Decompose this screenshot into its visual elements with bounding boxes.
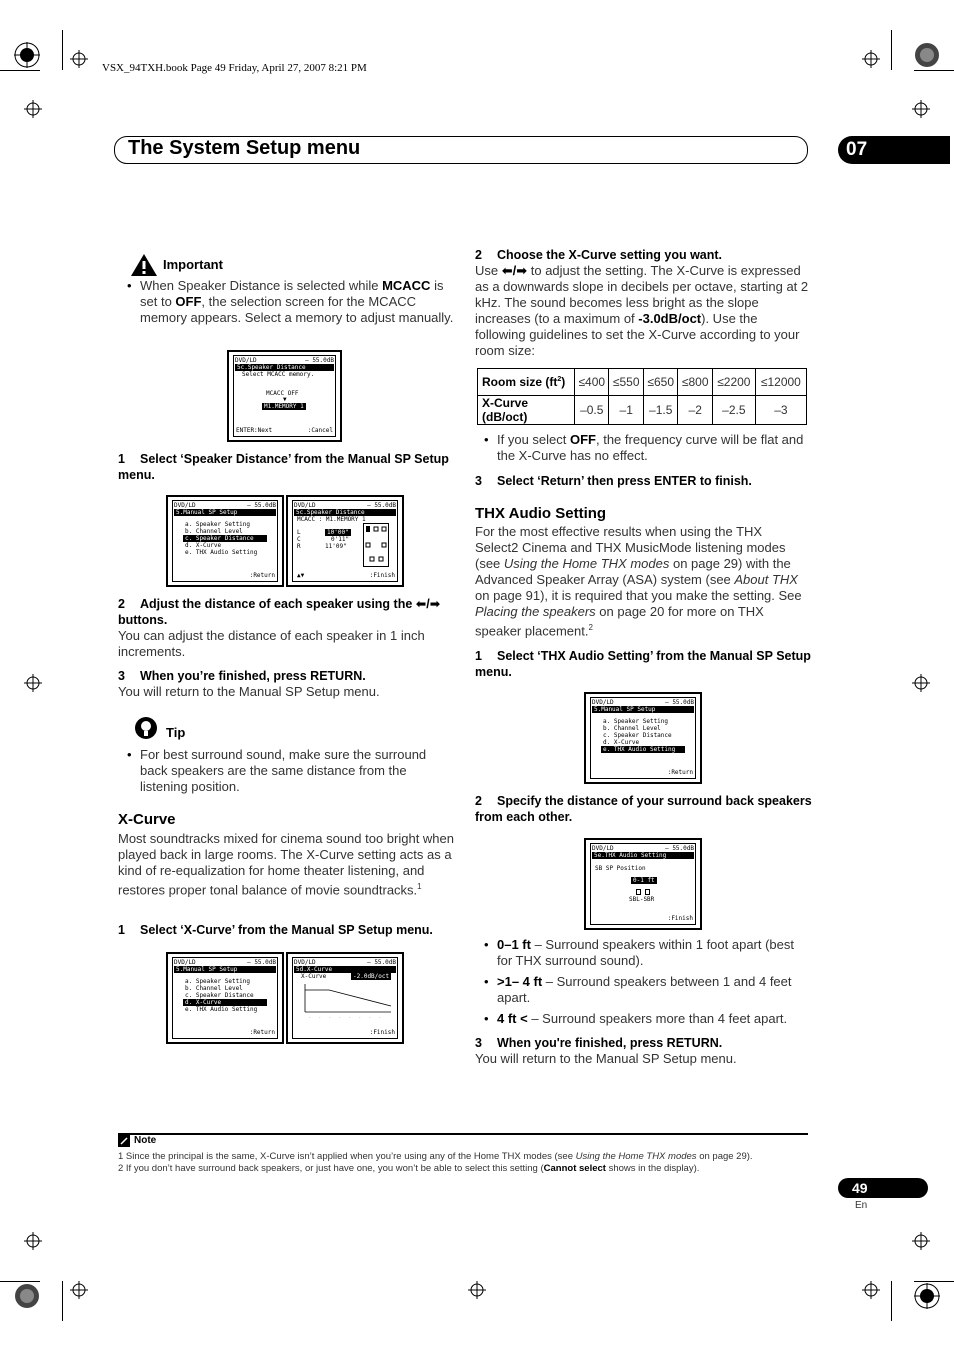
crosshair-icon: [912, 100, 930, 118]
osd-menu-item-selected: d. X-Curve: [183, 999, 267, 1006]
x-curve-off-bullet: [475, 432, 809, 464]
osd-channel: R: [297, 543, 301, 550]
osd-menu-item: e. THX Audio Setting: [185, 1006, 258, 1013]
osd-level: – 55.0dB: [367, 959, 396, 966]
osd-menu-item: d. X-Curve: [603, 739, 640, 746]
note-pencil-icon: [118, 1135, 130, 1147]
osd-frame: [590, 697, 696, 779]
note-divider: [118, 1133, 808, 1135]
osd-level: – 55.0dB: [367, 502, 396, 509]
table-cell: –1: [609, 396, 643, 425]
thx-body: [475, 524, 809, 639]
footnote-ref: 2: [588, 623, 593, 632]
crosshair-icon: [70, 50, 88, 68]
speaker-layout-icon: [363, 523, 389, 567]
text-italic: About THX: [734, 572, 798, 587]
text: shows in the display).: [605, 1163, 700, 1174]
step-2-choose-x-curve: [475, 247, 815, 263]
crosshair-icon: [862, 1281, 880, 1299]
step-text: Specify the distance of your surround back speakers from each other.: [475, 794, 812, 824]
osd-frame: [590, 843, 696, 925]
text: – Surround speakers between 1 and 4 feet apart.: [497, 974, 792, 1005]
registration-mark-icon: [14, 42, 40, 68]
arrow-buttons-icon: ⬅/➡: [501, 263, 528, 278]
superscript: 2: [557, 376, 562, 383]
svg-text:·: ·: [329, 1015, 331, 1019]
osd-distance-value: 11'09": [325, 543, 347, 550]
step-text: Select ‘THX Audio Setting’ from the Manual SP Setup menu.: [475, 649, 811, 679]
tip-lightbulb-icon: [133, 716, 159, 742]
text: , the selection screen for the MCACC memory appears. Select a memory to adjust manually.: [140, 294, 454, 325]
osd-subtitle: X-Curve: [301, 973, 327, 980]
text: When Speaker Distance is selected while: [140, 278, 383, 293]
osd-channel: L: [297, 529, 301, 536]
text-bold: 4 ft <: [497, 1011, 528, 1026]
osd-frame: [292, 957, 398, 1039]
note-heading: Note: [134, 1135, 157, 1146]
osd-title: 5.Manual SP Setup: [174, 509, 276, 516]
step-1-x-curve: [118, 922, 458, 938]
registration-mark-icon: [14, 1283, 40, 1309]
svg-text:·: ·: [369, 1015, 371, 1019]
crosshair-icon: [912, 1232, 930, 1250]
text: If you select: [497, 432, 570, 447]
svg-text:·: ·: [319, 1015, 321, 1019]
osd-source: DVD/LD: [294, 502, 316, 509]
x-curve-body: [118, 831, 454, 898]
svg-text:·: ·: [349, 1015, 351, 1019]
table-header-cell: [478, 369, 575, 396]
text: on page 91), it is required that you make the setting. See: [475, 588, 802, 603]
text-italic: Using the Home THX modes: [575, 1151, 697, 1162]
text: Room size (ft: [482, 375, 558, 389]
important-bullet: [118, 278, 454, 326]
text: – Surround speakers within 1 foot apart (best for THX surround sound).: [497, 937, 795, 968]
osd-finish: :Finish: [667, 915, 693, 922]
text: on page 29) with the Advanced Speaker Array (ASA) system (see: [475, 556, 791, 587]
step-1-thx-audio-setting: [475, 648, 815, 680]
osd-source: DVD/LD: [174, 502, 196, 509]
crop-mark: [0, 70, 40, 71]
page-title: The System Setup menu: [128, 137, 361, 159]
osd-source: DVD/LD: [235, 357, 257, 364]
text: on page 20 for more on THX speaker placement.: [475, 604, 764, 639]
osd-title: 5c.Speaker Distance: [294, 509, 396, 516]
text: to adjust the setting. The X-Curve is expressed as a downwards slope in decibels per octave, starting at 2 kHz. The sound becomes less bright as the slope increases (to a maximum of: [475, 263, 809, 326]
text-italic: Using the Home THX modes: [503, 556, 670, 571]
page-number-badge: [838, 1178, 928, 1198]
osd-level: – 55.0dB: [665, 845, 694, 852]
osd-menu-item: b. Channel Level: [603, 725, 661, 732]
step-number: 1: [118, 452, 125, 466]
step-number: 3: [475, 474, 482, 488]
table-header-cell: X-Curve (dB/oct): [478, 396, 575, 425]
osd-subtitle: Select MCACC memory.: [242, 371, 315, 378]
osd-frame: [233, 355, 336, 437]
osd-screen-x-curve: [286, 952, 404, 1044]
step-number: 3: [475, 1036, 482, 1050]
step-number: 2: [475, 248, 482, 262]
footnote-2: [118, 1163, 808, 1175]
svg-text:·: ·: [379, 1015, 381, 1019]
osd-screen-mcacc-memory: [227, 350, 342, 442]
svg-text:·: ·: [309, 1015, 311, 1019]
osd-menu-item: a. Speaker Setting: [603, 718, 669, 725]
step-number: 1: [475, 649, 482, 663]
table-cell: ≤550: [609, 369, 643, 396]
x-curve-room-size-table: [477, 368, 807, 425]
important-heading: Important: [163, 257, 223, 272]
osd-menu-item-selected: c. Speaker Distance: [183, 535, 267, 542]
osd-title: 5.Manual SP Setup: [174, 966, 276, 973]
thx-option-0-1ft: [475, 937, 809, 969]
osd-finish: :Finish: [369, 572, 395, 579]
crop-mark: [62, 1281, 63, 1321]
osd-updown-keys: ▲▼: [297, 572, 305, 579]
osd-frame: [172, 957, 278, 1039]
table-cell: ≤400: [575, 369, 609, 396]
osd-menu-item-selected: e. THX Audio Setting: [601, 746, 685, 753]
osd-menu-item: a. Speaker Setting: [185, 978, 251, 985]
osd-source: DVD/LD: [592, 845, 614, 852]
surround-back-speakers-icon: [636, 889, 650, 895]
step-3-body: You will return to the Manual SP Setup menu.: [118, 684, 380, 699]
text: Use: [475, 263, 502, 278]
osd-return: :Return: [249, 572, 275, 579]
step-2-specify-distance: [475, 793, 815, 825]
text: 1 Since the principal is the same, X-Curve isn’t applied when you’re using any of the Home THX modes (see: [118, 1151, 576, 1162]
osd-cancel: :Cancel: [307, 427, 333, 434]
table-cell: –0.5: [575, 396, 609, 425]
crosshair-icon: [468, 1281, 486, 1299]
text: 2 If you don’t have surround back speakers, or just have one, you won’t be able to select this setting (: [118, 1163, 544, 1174]
crosshair-icon: [862, 50, 880, 68]
svg-text:·: ·: [359, 1015, 361, 1019]
table-cell: –2.5: [712, 396, 755, 425]
osd-title: 5d.X-Curve: [294, 966, 396, 973]
osd-title: 5.Manual SP Setup: [592, 706, 694, 713]
step-text: When you're finished, press RETURN.: [497, 1036, 723, 1050]
osd-menu-item: c. Speaker Distance: [185, 992, 254, 999]
step-text: Select ‘Return’ then press ENTER to finish.: [497, 474, 752, 488]
osd-screen-manual-sp-setup: [584, 692, 702, 784]
osd-source: DVD/LD: [592, 699, 614, 706]
step-text: buttons.: [118, 613, 168, 627]
text: , the frequency curve will be flat and the X-Curve has no effect.: [497, 432, 804, 463]
osd-menu-item: a. Speaker Setting: [185, 521, 251, 528]
tip-bullet: • For best surround sound, make sure the surround back speakers are the same distance from the listening position.: [118, 747, 454, 795]
text: ). Use the following guidelines to set the X-Curve according to your room size:: [475, 311, 800, 358]
osd-screen-manual-sp-setup: [166, 952, 284, 1044]
step-text: Select ‘X-Curve’ from the Manual SP Setup menu.: [140, 923, 433, 937]
step-number: 3: [118, 669, 125, 683]
osd-source: DVD/LD: [294, 959, 316, 966]
osd-subtitle: SB SP Position: [595, 865, 646, 872]
step-number: 2: [118, 597, 125, 611]
step-2-body: [475, 263, 809, 359]
important-warning-icon: [130, 253, 158, 277]
osd-return: :Return: [667, 769, 693, 776]
crop-mark: [914, 1281, 954, 1282]
osd-subtitle: MCACC : M1.MEMORY 1: [297, 516, 366, 523]
text: is set to: [140, 278, 444, 309]
table-cell: ≤800: [678, 369, 712, 396]
crosshair-icon: [24, 1232, 42, 1250]
step-text: Select ‘Speaker Distance’ from the Manual SP Setup menu.: [118, 452, 449, 482]
osd-source: DVD/LD: [174, 959, 196, 966]
table-cell: ≤2200: [712, 369, 755, 396]
osd-arrow: ▼: [283, 396, 287, 403]
osd-frame: [172, 500, 278, 582]
osd-enter-next: ENTER:Next: [236, 427, 273, 434]
osd-distance-value: 0'11": [331, 536, 350, 543]
text-italic: Placing the speakers: [475, 604, 596, 619]
osd-level: – 55.0dB: [247, 959, 276, 966]
text: For the most effective results when using the THX Select2 Cinema and THX MusicMode listening modes (see: [475, 524, 786, 571]
osd-menu-item: b. Channel Level: [185, 528, 243, 535]
book-info-line: VSX_94TXH.book Page 49 Friday, April 27, 2007 8:21 PM: [102, 62, 367, 74]
registration-mark-icon: [914, 42, 940, 68]
table-cell: ≤650: [643, 369, 677, 396]
table-cell: ≤12000: [755, 369, 806, 396]
osd-screen-thx-audio-setting: [584, 838, 702, 930]
footnote-1: [118, 1151, 808, 1163]
step-3-thx-body: You will return to the Manual SP Setup menu.: [475, 1051, 737, 1066]
thx-distance-options-list: [475, 937, 809, 1032]
osd-level: – 55.0dB: [665, 699, 694, 706]
table-cell: –3: [755, 396, 806, 425]
osd-memory: M1.MEMORY 1: [264, 403, 304, 410]
osd-menu-item: e. THX Audio Setting: [185, 549, 258, 556]
important-list: [118, 278, 454, 331]
osd-mcacc-off: MCACC OFF: [266, 390, 299, 397]
crosshair-icon: [912, 674, 930, 692]
x-curve-graph-icon: [303, 982, 393, 1020]
text: – Surround speakers more than 4 feet apart.: [527, 1011, 788, 1026]
crop-mark: [62, 30, 63, 70]
step-1-speaker-distance: [118, 451, 458, 483]
x-curve-heading: X-Curve: [118, 811, 176, 828]
text-bold: 0–1 ft: [497, 937, 531, 952]
registration-mark-icon: [914, 1283, 940, 1309]
thx-option-4ft: [475, 1011, 809, 1027]
text-bold: OFF: [569, 432, 596, 447]
text-bold: -3.0dB/oct: [638, 311, 702, 326]
osd-sbl-sbr: SBL-SBR: [629, 896, 655, 903]
step-2-body: You can adjust the distance of each speaker in 1 inch increments.: [118, 628, 425, 659]
chapter-number: 07: [846, 139, 868, 160]
osd-menu-item: c. Speaker Distance: [603, 732, 672, 739]
crosshair-icon: [24, 674, 42, 692]
osd-level: – 55.0dB: [305, 357, 334, 364]
tip-heading: Tip: [166, 725, 186, 740]
text-bold: >1– 4 ft: [497, 974, 543, 989]
table-cell: –2: [678, 396, 712, 425]
svg-text:·: ·: [339, 1015, 341, 1019]
osd-menu-item: b. Channel Level: [185, 985, 243, 992]
crop-mark: [914, 70, 954, 71]
text-bold: MCACC: [382, 278, 431, 293]
step-number: 2: [475, 794, 482, 808]
text-bold: Cannot select: [543, 1163, 606, 1174]
osd-title: 5c.Speaker Distance: [235, 364, 334, 371]
osd-finish: :Finish: [369, 1029, 395, 1036]
page-number: 49: [852, 1180, 868, 1196]
osd-channel: C: [297, 536, 301, 543]
step-3-return: [475, 473, 815, 489]
crosshair-icon: [70, 1281, 88, 1299]
x-curve-off-list: [475, 432, 809, 469]
osd-sb-position-value: 0-1 ft: [633, 877, 655, 884]
footnote-ref: 1: [417, 882, 422, 891]
osd-frame: [292, 500, 398, 582]
step-text: When you’re finished, press RETURN.: [140, 669, 366, 683]
step-number: 1: [118, 923, 125, 937]
step-3-thx-finished: [475, 1035, 815, 1051]
osd-level: – 55.0dB: [247, 502, 276, 509]
table-row: [478, 396, 807, 425]
table-row: [478, 369, 807, 396]
osd-screen-speaker-distance: [286, 495, 404, 587]
crop-mark: [891, 30, 892, 70]
step-2-adjust-distance: [118, 596, 458, 628]
crop-mark: [0, 1281, 40, 1282]
osd-return: :Return: [249, 1029, 275, 1036]
table-cell: –1.5: [643, 396, 677, 425]
step-text: Choose the X-Curve setting you want.: [497, 248, 723, 262]
step-text: Adjust the distance of each speaker using the: [140, 597, 416, 611]
arrow-buttons-icon: ⬅/➡: [415, 597, 441, 611]
osd-menu-item: d. X-Curve: [185, 542, 222, 549]
crosshair-icon: [24, 100, 42, 118]
text: ): [561, 375, 566, 389]
language-label: En: [855, 1200, 868, 1211]
osd-screen-manual-sp-setup: [166, 495, 284, 587]
text: Most soundtracks mixed for cinema sound too bright when played back in large rooms. The X-Curve setting acts as a kind of re-equalization for home theater listening, and restores proper tonal balance of movie soundtracks.: [118, 831, 455, 898]
tip-list: [118, 747, 454, 800]
text-bold: OFF: [175, 294, 202, 309]
text: on page 29).: [696, 1151, 753, 1162]
osd-xcurve-value: -2.0dB/oct: [353, 973, 390, 980]
step-3-finished: [118, 668, 458, 684]
thx-option-1-4ft: [475, 974, 809, 1006]
osd-distance-value: 10'00": [327, 529, 349, 536]
crop-mark: [891, 1281, 892, 1321]
thx-audio-setting-heading: THX Audio Setting: [475, 505, 607, 522]
chapter-tab: [838, 136, 950, 164]
osd-title: 5e.THX Audio Setting: [592, 852, 694, 859]
